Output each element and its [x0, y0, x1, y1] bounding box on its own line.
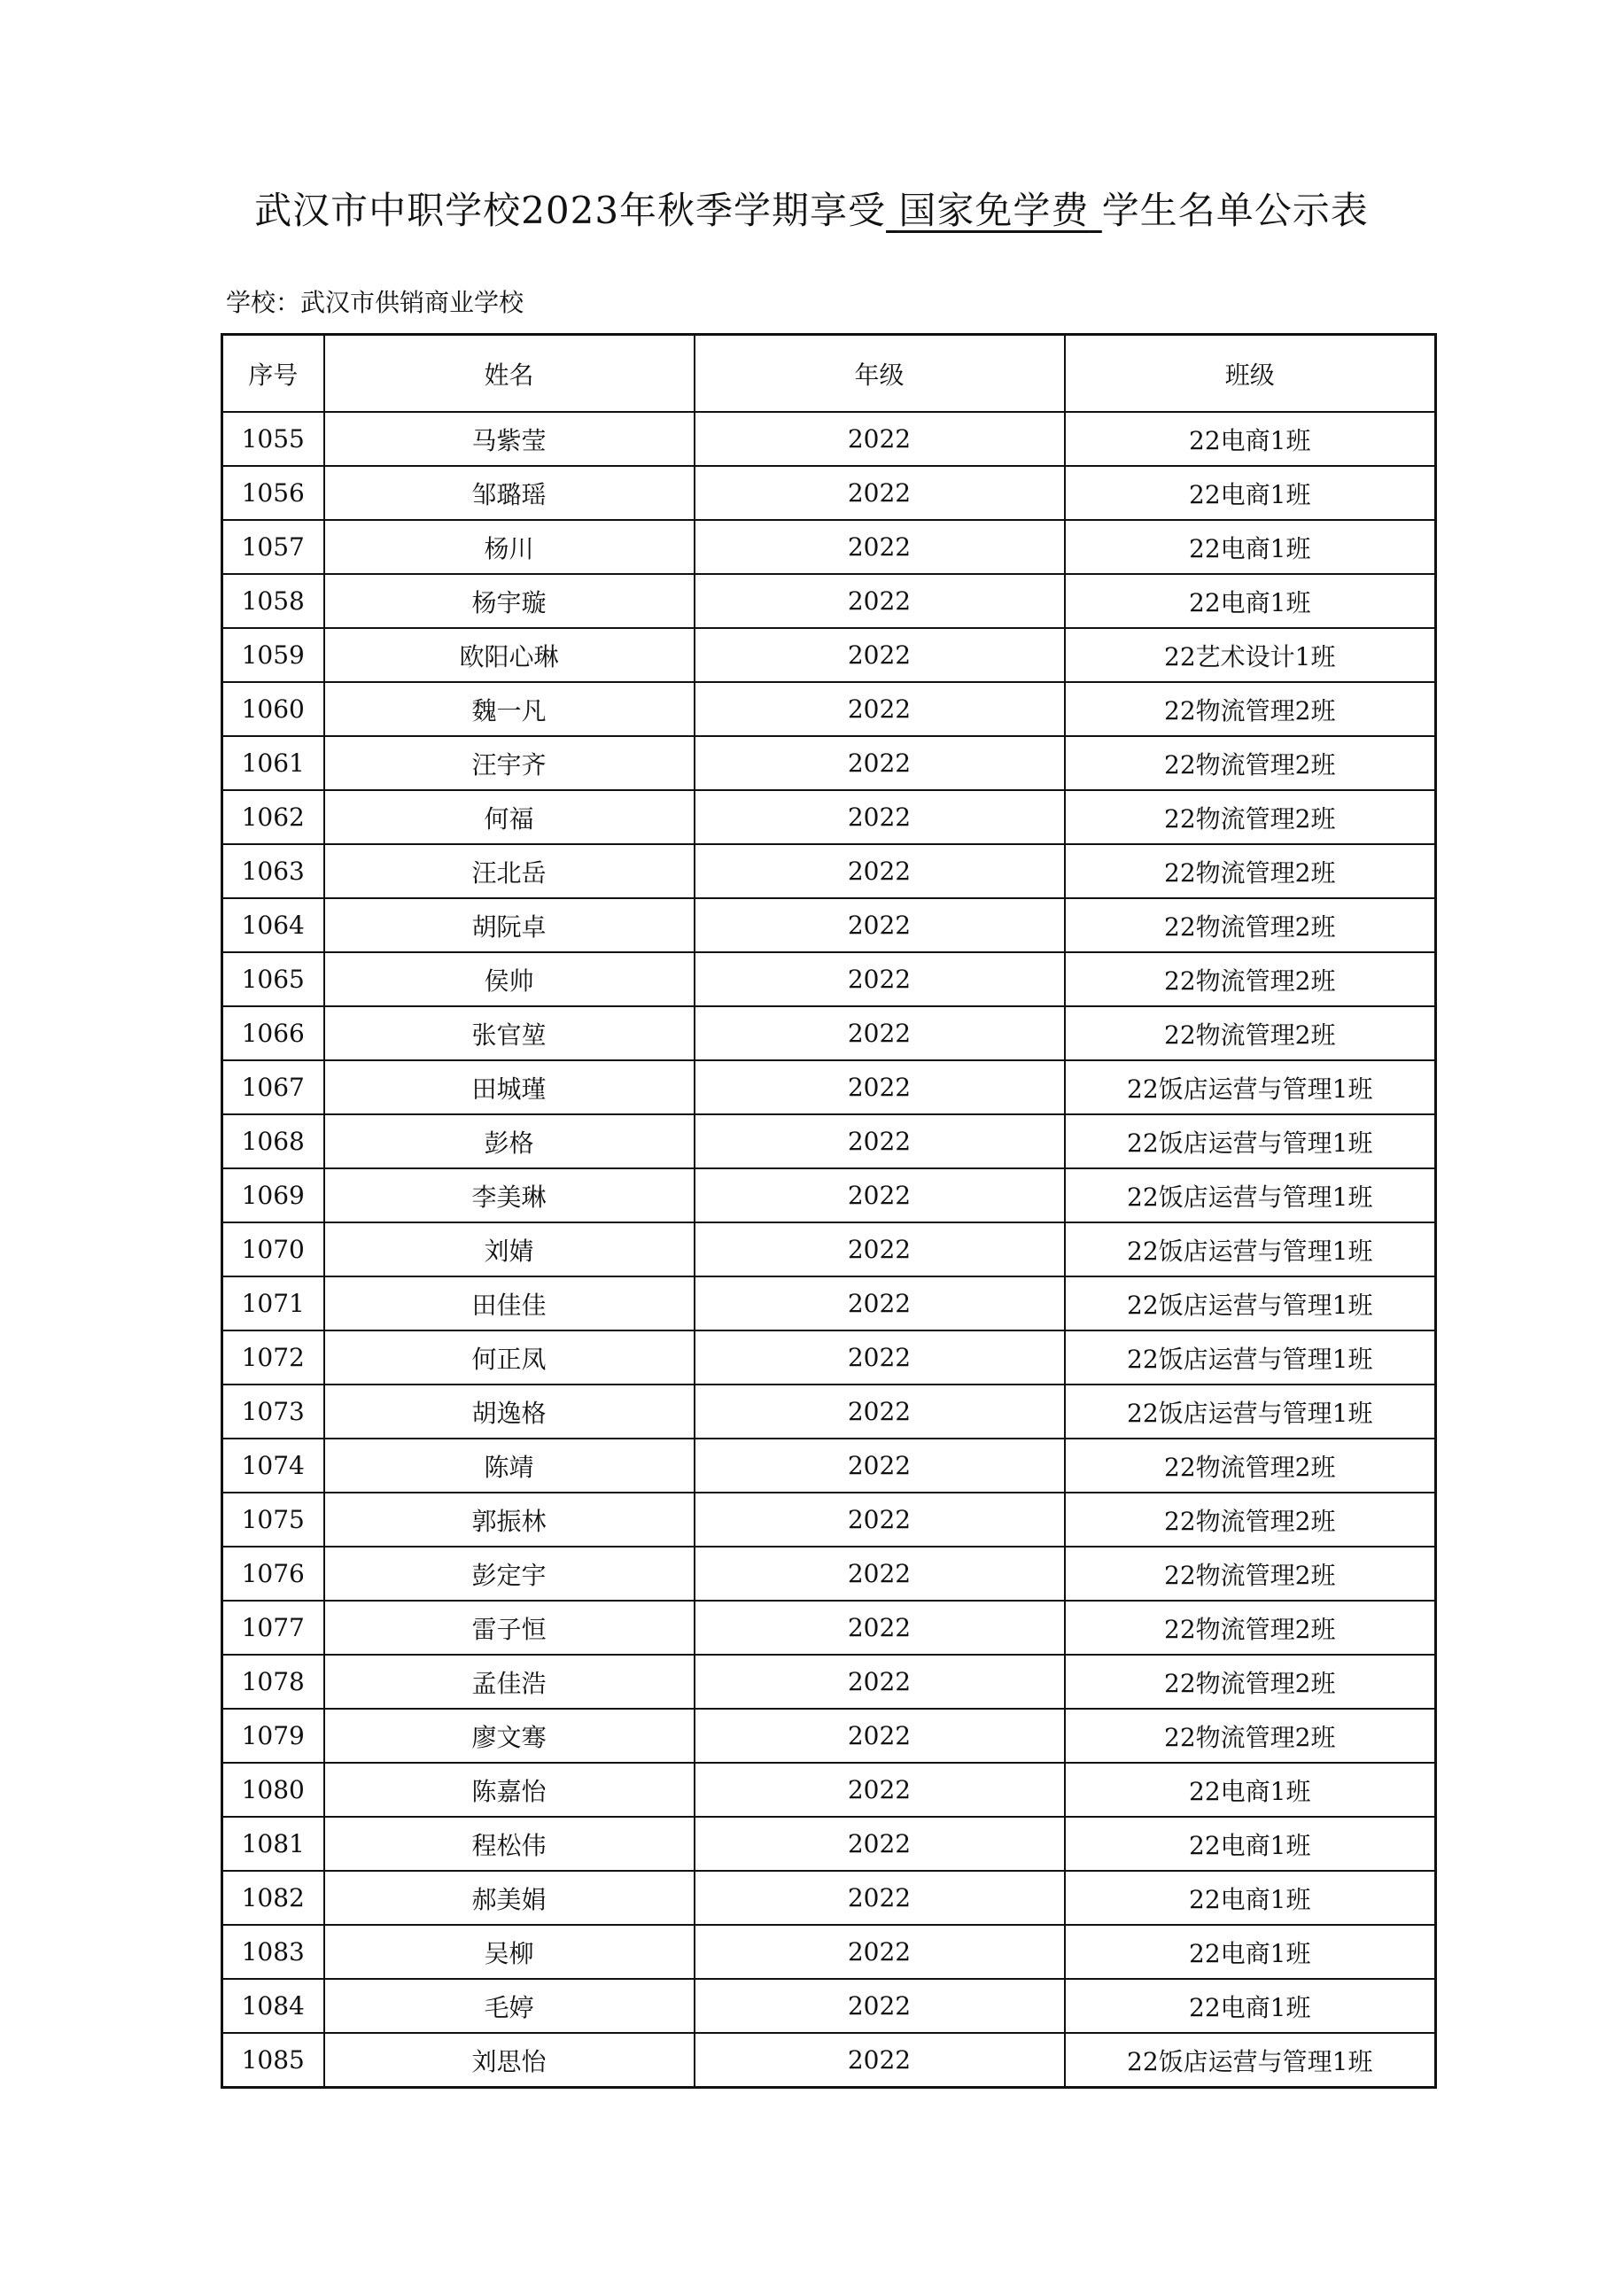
cell-name: 杨宇璇 — [324, 574, 695, 628]
cell-class: 22物流管理2班 — [1065, 790, 1436, 844]
cell-grade: 2022 — [695, 1709, 1065, 1763]
cell-class: 22饭店运营与管理1班 — [1065, 1060, 1436, 1114]
cell-name: 田城瑾 — [324, 1060, 695, 1114]
cell-name: 胡阮卓 — [324, 898, 695, 952]
cell-class: 22饭店运营与管理1班 — [1065, 1385, 1436, 1439]
cell-name: 李美琳 — [324, 1168, 695, 1222]
cell-index: 1081 — [222, 1817, 324, 1871]
cell-grade: 2022 — [695, 682, 1065, 736]
cell-grade: 2022 — [695, 1979, 1065, 2033]
cell-index: 1070 — [222, 1222, 324, 1276]
cell-name: 汪北岳 — [324, 844, 695, 898]
table-row — [222, 1168, 1436, 1222]
cell-index: 1075 — [222, 1493, 324, 1547]
table-row — [222, 1817, 1436, 1871]
cell-index: 1082 — [222, 1871, 324, 1925]
cell-grade: 2022 — [695, 412, 1065, 466]
table-row — [222, 1547, 1436, 1601]
page-title — [0, 184, 1623, 237]
table-body — [222, 412, 1436, 2088]
cell-index: 1072 — [222, 1330, 324, 1385]
cell-name: 何正凤 — [324, 1330, 695, 1385]
table-row — [222, 1439, 1436, 1493]
cell-index: 1061 — [222, 736, 324, 790]
cell-index: 1077 — [222, 1601, 324, 1655]
cell-index: 1069 — [222, 1168, 324, 1222]
cell-grade: 2022 — [695, 898, 1065, 952]
cell-name: 杨川 — [324, 520, 695, 574]
cell-name: 毛婷 — [324, 1979, 695, 2033]
cell-class: 22饭店运营与管理1班 — [1065, 2033, 1436, 2088]
cell-class: 22电商1班 — [1065, 1817, 1436, 1871]
table-row — [222, 736, 1436, 790]
cell-name: 郭振林 — [324, 1493, 695, 1547]
student-roster-table — [221, 333, 1437, 2089]
cell-name: 孟佳浩 — [324, 1655, 695, 1709]
cell-name: 陈靖 — [324, 1439, 695, 1493]
cell-grade: 2022 — [695, 2033, 1065, 2088]
cell-index: 1067 — [222, 1060, 324, 1114]
cell-grade: 2022 — [695, 1060, 1065, 1114]
cell-index: 1063 — [222, 844, 324, 898]
cell-class: 22电商1班 — [1065, 1871, 1436, 1925]
table-row — [222, 412, 1436, 466]
table-row — [222, 2033, 1436, 2088]
cell-grade: 2022 — [695, 1168, 1065, 1222]
cell-class: 22电商1班 — [1065, 1763, 1436, 1817]
cell-name: 张官堃 — [324, 1006, 695, 1060]
cell-grade: 2022 — [695, 844, 1065, 898]
cell-index: 1059 — [222, 628, 324, 682]
table-row — [222, 466, 1436, 520]
cell-index: 1085 — [222, 2033, 324, 2088]
cell-grade: 2022 — [695, 1763, 1065, 1817]
cell-class: 22物流管理2班 — [1065, 844, 1436, 898]
cell-index: 1084 — [222, 1979, 324, 2033]
table-row — [222, 520, 1436, 574]
title-prefix: 武汉市中职学校2023年秋季学期享受 — [254, 189, 887, 232]
cell-name: 陈嘉怡 — [324, 1763, 695, 1817]
header-name: 姓名 — [324, 335, 695, 413]
cell-grade: 2022 — [695, 1871, 1065, 1925]
table-header — [222, 335, 1436, 413]
table-row — [222, 1763, 1436, 1817]
header-grade: 年级 — [695, 335, 1065, 413]
table-row — [222, 1330, 1436, 1385]
cell-grade: 2022 — [695, 1114, 1065, 1168]
cell-grade: 2022 — [695, 1276, 1065, 1330]
table-row — [222, 1114, 1436, 1168]
school-line — [226, 285, 524, 321]
cell-name: 汪宇齐 — [324, 736, 695, 790]
cell-name: 廖文骞 — [324, 1709, 695, 1763]
cell-grade: 2022 — [695, 628, 1065, 682]
header-index: 序号 — [222, 335, 324, 413]
cell-grade: 2022 — [695, 1439, 1065, 1493]
cell-name: 郝美娟 — [324, 1871, 695, 1925]
cell-class: 22物流管理2班 — [1065, 1601, 1436, 1655]
cell-name: 程松伟 — [324, 1817, 695, 1871]
table-row — [222, 1979, 1436, 2033]
table-row — [222, 628, 1436, 682]
cell-class: 22物流管理2班 — [1065, 1439, 1436, 1493]
table-row — [222, 1385, 1436, 1439]
table-row — [222, 952, 1436, 1006]
cell-name: 魏一凡 — [324, 682, 695, 736]
cell-grade: 2022 — [695, 466, 1065, 520]
cell-grade: 2022 — [695, 952, 1065, 1006]
cell-class: 22饭店运营与管理1班 — [1065, 1114, 1436, 1168]
cell-class: 22饭店运营与管理1班 — [1065, 1330, 1436, 1385]
table-row — [222, 574, 1436, 628]
cell-index: 1065 — [222, 952, 324, 1006]
cell-grade: 2022 — [695, 1655, 1065, 1709]
cell-name: 马紫莹 — [324, 412, 695, 466]
cell-grade: 2022 — [695, 1222, 1065, 1276]
cell-name: 侯帅 — [324, 952, 695, 1006]
table-row — [222, 1276, 1436, 1330]
cell-index: 1076 — [222, 1547, 324, 1601]
cell-class: 22电商1班 — [1065, 520, 1436, 574]
cell-name: 邹璐瑶 — [324, 466, 695, 520]
cell-index: 1068 — [222, 1114, 324, 1168]
school-name: 武汉市供销商业学校 — [300, 288, 524, 317]
cell-grade: 2022 — [695, 1385, 1065, 1439]
cell-name: 吴柳 — [324, 1925, 695, 1979]
cell-index: 1055 — [222, 412, 324, 466]
cell-class: 22电商1班 — [1065, 574, 1436, 628]
cell-class: 22电商1班 — [1065, 412, 1436, 466]
cell-class: 22电商1班 — [1065, 466, 1436, 520]
table-row — [222, 790, 1436, 844]
cell-index: 1083 — [222, 1925, 324, 1979]
cell-name: 彭格 — [324, 1114, 695, 1168]
cell-class: 22物流管理2班 — [1065, 682, 1436, 736]
table-row — [222, 898, 1436, 952]
cell-class: 22饭店运营与管理1班 — [1065, 1168, 1436, 1222]
cell-name: 欧阳心琳 — [324, 628, 695, 682]
cell-index: 1080 — [222, 1763, 324, 1817]
cell-name: 刘婧 — [324, 1222, 695, 1276]
cell-class: 22物流管理2班 — [1065, 1006, 1436, 1060]
cell-grade: 2022 — [695, 1817, 1065, 1871]
cell-grade: 2022 — [695, 1330, 1065, 1385]
school-label: 学校： — [226, 288, 301, 317]
table-row — [222, 1601, 1436, 1655]
cell-name: 田佳佳 — [324, 1276, 695, 1330]
cell-class: 22饭店运营与管理1班 — [1065, 1222, 1436, 1276]
cell-name: 刘思怡 — [324, 2033, 695, 2088]
cell-grade: 2022 — [695, 1493, 1065, 1547]
cell-grade: 2022 — [695, 736, 1065, 790]
cell-index: 1071 — [222, 1276, 324, 1330]
cell-class: 22饭店运营与管理1班 — [1065, 1276, 1436, 1330]
cell-name: 雷子恒 — [324, 1601, 695, 1655]
table-row — [222, 1222, 1436, 1276]
cell-class: 22电商1班 — [1065, 1979, 1436, 2033]
cell-name: 彭定宇 — [324, 1547, 695, 1601]
cell-index: 1062 — [222, 790, 324, 844]
cell-class: 22物流管理2班 — [1065, 898, 1436, 952]
cell-index: 1073 — [222, 1385, 324, 1439]
table-row — [222, 844, 1436, 898]
cell-name: 何福 — [324, 790, 695, 844]
cell-grade: 2022 — [695, 1601, 1065, 1655]
table-row — [222, 1655, 1436, 1709]
cell-index: 1066 — [222, 1006, 324, 1060]
cell-class: 22物流管理2班 — [1065, 1709, 1436, 1763]
cell-grade: 2022 — [695, 1547, 1065, 1601]
cell-class: 22物流管理2班 — [1065, 1493, 1436, 1547]
cell-grade: 2022 — [695, 1925, 1065, 1979]
table-row — [222, 1006, 1436, 1060]
table-row — [222, 682, 1436, 736]
cell-grade: 2022 — [695, 520, 1065, 574]
title-highlight-text: 国家免学费 — [898, 189, 1090, 232]
table-row — [222, 1925, 1436, 1979]
cell-index: 1064 — [222, 898, 324, 952]
cell-index: 1079 — [222, 1709, 324, 1763]
cell-grade: 2022 — [695, 790, 1065, 844]
table-row — [222, 1493, 1436, 1547]
cell-class: 22艺术设计1班 — [1065, 628, 1436, 682]
cell-class: 22电商1班 — [1065, 1925, 1436, 1979]
cell-class: 22物流管理2班 — [1065, 736, 1436, 790]
title-suffix: 学生名单公示表 — [1101, 189, 1369, 232]
header-class: 班级 — [1065, 335, 1436, 413]
cell-grade: 2022 — [695, 574, 1065, 628]
cell-index: 1057 — [222, 520, 324, 574]
cell-index: 1056 — [222, 466, 324, 520]
cell-name: 胡逸格 — [324, 1385, 695, 1439]
table-row — [222, 1709, 1436, 1763]
cell-grade: 2022 — [695, 1006, 1065, 1060]
cell-class: 22物流管理2班 — [1065, 952, 1436, 1006]
cell-index: 1074 — [222, 1439, 324, 1493]
table-row — [222, 1871, 1436, 1925]
cell-class: 22物流管理2班 — [1065, 1655, 1436, 1709]
header-row — [222, 335, 1436, 413]
cell-index: 1078 — [222, 1655, 324, 1709]
table-row — [222, 1060, 1436, 1114]
cell-class: 22物流管理2班 — [1065, 1547, 1436, 1601]
cell-index: 1058 — [222, 574, 324, 628]
cell-index: 1060 — [222, 682, 324, 736]
title-highlight — [886, 189, 1102, 232]
